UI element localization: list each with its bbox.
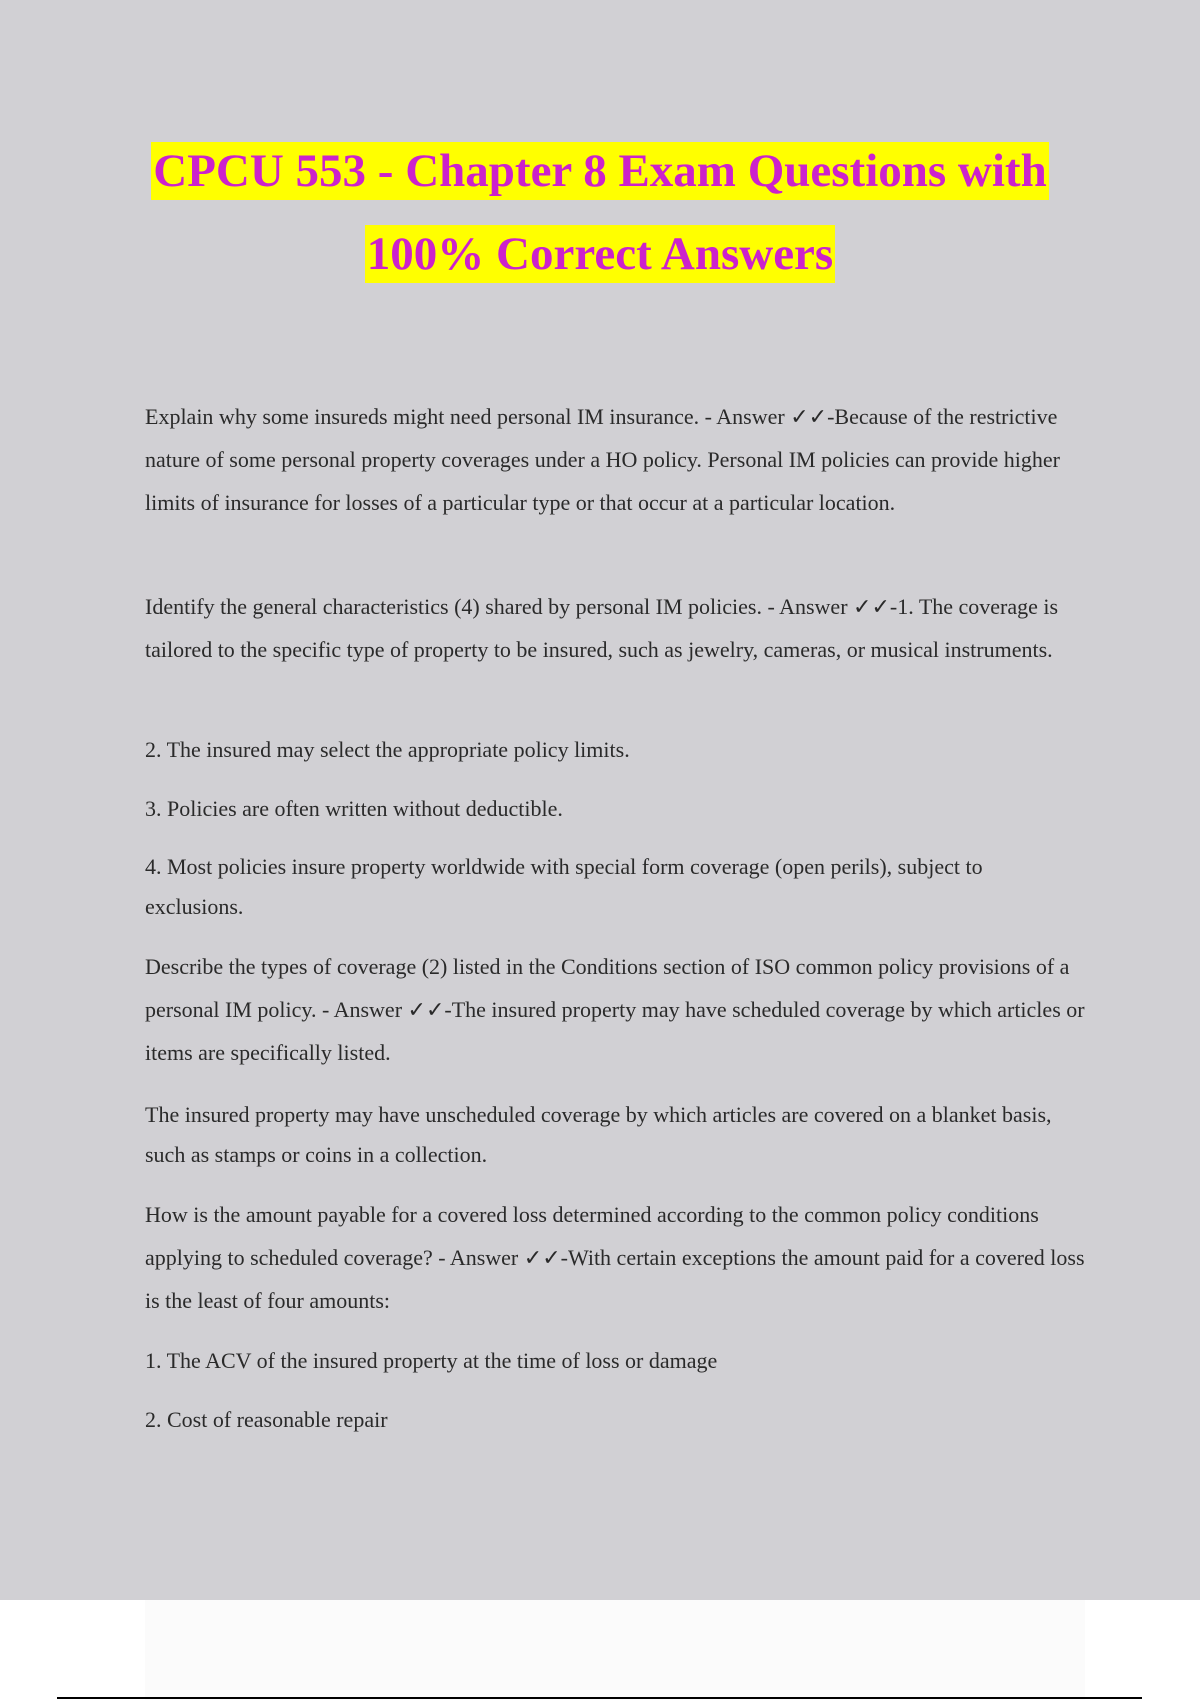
question-2-paragraph: Identify the general characteristics (4) shared by personal IM policies. - Answer ✓✓-1. The coverage is tailored to the specific type of property to be insured, such as jewelry, cameras, or musical instruments.	[145, 594, 1059, 662]
footer-divider	[57, 1697, 1142, 1699]
answer-paragraph: The insured property may have unscheduled coverage by which articles are covered on a blanket basis, such as stamps or coins in a collection.	[145, 1102, 1052, 1167]
page-title	[0, 142, 1200, 308]
answer-list-item: 3. Policies are often written without deductible.	[145, 796, 563, 821]
title-line-2: 100% Correct Answers	[365, 225, 835, 283]
answer-list-item: 4. Most policies insure property worldwide with special form coverage (open perils), subject to exclusions.	[145, 854, 983, 919]
answer-list-item: 1. The ACV of the insured property at the time of loss or damage	[145, 1348, 718, 1373]
question-1-paragraph: Explain why some insureds might need personal IM insurance. - Answer ✓✓-Because of the restrictive nature of some personal property coverages under a HO policy. Personal IM policies can provide higher limits of insurance for losses of a particular type or that occur at a particular location.	[145, 404, 1060, 515]
page-bottom-strip	[145, 1600, 1085, 1700]
answer-list-item: 2. Cost of reasonable repair	[145, 1407, 388, 1432]
question-3-paragraph: Describe the types of coverage (2) listed in the Conditions section of ISO common policy provisions of a personal IM policy. - Answer ✓✓-The insured property may have scheduled coverage by which articles or items are specifically listed.	[145, 954, 1085, 1065]
title-line-1: CPCU 553 - Chapter 8 Exam Questions with	[151, 142, 1048, 200]
question-4-paragraph: How is the amount payable for a covered loss determined according to the common policy conditions applying to scheduled coverage? - Answer ✓✓-With certain exceptions the amount paid for a covered loss is the least of four amounts:	[145, 1202, 1085, 1313]
answer-list-item: 2. The insured may select the appropriate policy limits.	[145, 737, 630, 762]
